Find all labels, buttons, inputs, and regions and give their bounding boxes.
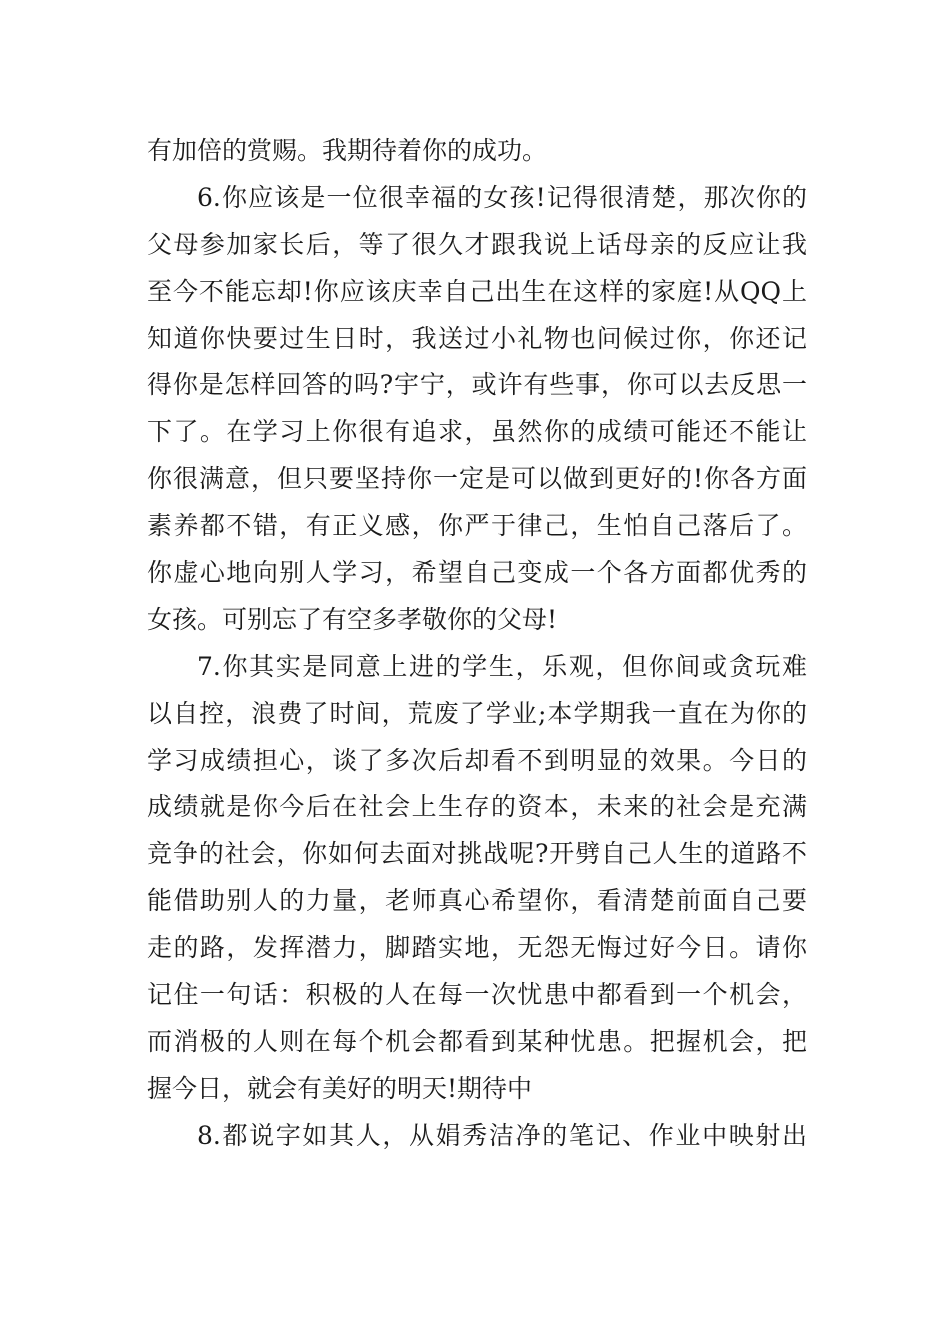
text-line: 8.都说字如其人，从娟秀洁净的笔记、作业中映射出 [197, 1120, 807, 1150]
text-line: 走的路，发挥潜力，脚踏实地，无怨无悔过好今日。请你 [147, 933, 807, 963]
text-line: 以自控，浪费了时间，荒废了学业;本学期我一直在为你的 [147, 698, 807, 728]
text-line: 至今不能忘却!你应该庆幸自己出生在这样的家庭!从QQ上 [147, 276, 807, 306]
text-line: 能借助别人的力量，老师真心希望你，看清楚前面自己要 [147, 886, 807, 916]
text-line: 得你是怎样回答的吗?宇宁，或许有些事，你可以去反思一 [147, 370, 807, 400]
text-line: 你很满意，但只要坚持你一定是可以做到更好的!你各方面 [147, 464, 807, 494]
text-line: 学习成绩担心，谈了多次后却看不到明显的效果。今日的 [147, 745, 807, 775]
text-line: 成绩就是你今后在社会上生存的资本，未来的社会是充满 [147, 792, 807, 822]
text-line: 握今日，就会有美好的明天!期待中 [147, 1073, 533, 1103]
text-line: 你虚心地向别人学习，希望自己变成一个各方面都优秀的 [147, 558, 807, 588]
text-line: 女孩。可别忘了有空多孝敬你的父母! [147, 604, 558, 634]
text-line: 6.你应该是一位很幸福的女孩!记得很清楚，那次你的 [197, 182, 807, 212]
body-text [147, 128, 807, 1160]
text-line: 7.你其实是同意上进的学生，乐观，但你间或贪玩难 [197, 651, 807, 681]
text-line: 素养都不错，有正义感，你严于律己，生怕自己落后了。 [147, 511, 807, 541]
text-line: 下了。在学习上你很有追求，虽然你的成绩可能还不能让 [147, 417, 807, 447]
text-line: 父母参加家长后，等了很久才跟我说上话母亲的反应让我 [147, 229, 807, 259]
text-line: 知道你快要过生日时，我送过小礼物也问候过你，你还记 [147, 323, 807, 353]
text-line: 有加倍的赏赐。我期待着你的成功。 [147, 136, 548, 165]
text-line: 记住一句话：积极的人在每一次忧患中都看到一个机会， [147, 980, 807, 1010]
text-line: 而消极的人则在每个机会都看到某种忧患。把握机会，把 [147, 1026, 807, 1056]
text-line: 竞争的社会，你如何去面对挑战呢?开劈自己人生的道路不 [147, 839, 807, 869]
